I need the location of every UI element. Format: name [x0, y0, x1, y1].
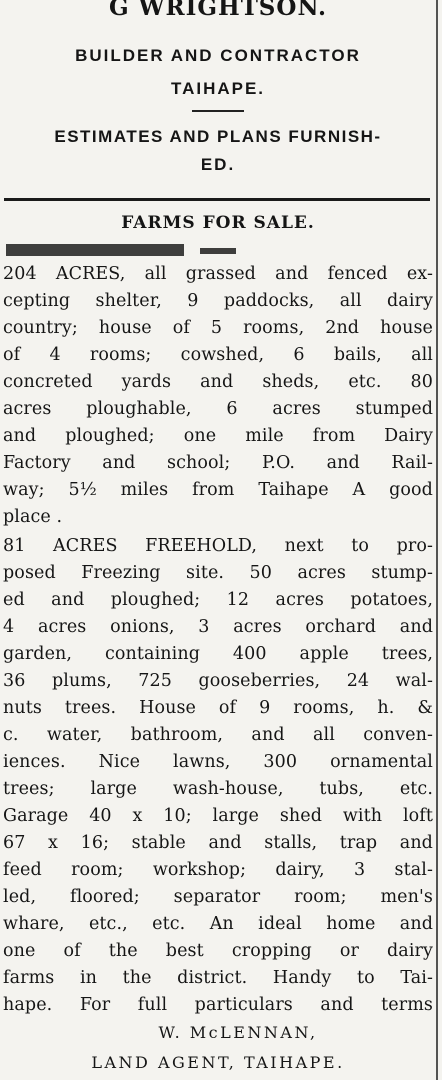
print-smudge	[200, 248, 236, 254]
listing-2-line: c. water, bathroom, and all conven-	[3, 725, 433, 745]
listing-1-line: cepting shelter, 9 paddocks, all dairy	[3, 291, 433, 311]
listing-1-line: Factory and school; P.O. and Rail-	[3, 453, 433, 473]
listing-1-line: acres ploughable, 6 acres stumped	[3, 399, 433, 419]
listing-2-line: one of the best cropping or dairy	[3, 941, 433, 961]
listing-2-line: hape. For full particulars and terms	[3, 995, 433, 1015]
advertiser-trade: BUILDER AND CONTRACTOR	[75, 46, 361, 65]
listing-1-line: of 4 rooms; cowshed, 6 bails, all	[3, 345, 433, 365]
listing-2-line: nuts trees. House of 9 rooms, h. &	[3, 698, 433, 718]
listing-2-line: ed and ploughed; 12 acres potatoes,	[3, 590, 433, 610]
listing-2-line: feed room; workshop; dairy, 3 stal-	[3, 860, 433, 880]
listing-1-line: concreted yards and sheds, etc. 80	[3, 372, 433, 392]
agent-title: LAND AGENT, TAIHAPE.	[91, 1053, 345, 1072]
listing-1-line: way; 5½ miles from Taihape A good	[3, 480, 433, 500]
listing-2-line: farms in the district. Handy to Tai-	[3, 968, 433, 988]
listing-2-line: 36 plums, 725 gooseberries, 24 wal-	[3, 671, 433, 691]
section-heading: FARMS FOR SALE.	[121, 213, 315, 233]
estimates-line-2: ED.	[200, 155, 236, 174]
advertiser-town: TAIHAPE.	[170, 79, 266, 98]
listing-2-line: led, floored; separator room; men's	[3, 887, 433, 907]
listing-2-line: 67 x 16; stable and stalls, trap and	[3, 833, 433, 853]
listing-2-line: 4 acres onions, 3 acres orchard and	[3, 617, 433, 637]
listing-2-line: garden, containing 400 apple trees,	[3, 644, 433, 664]
print-smudge	[6, 244, 184, 256]
listing-1-line: country; house of 5 rooms, 2nd house	[3, 318, 433, 338]
listing-2-line: Garage 40 x 10; large shed with loft	[3, 806, 433, 826]
advertiser-name: G WRIGHTSON.	[108, 0, 328, 21]
listing-1-line: and ploughed; one mile from Dairy	[3, 426, 433, 446]
listing-2-line: whare, etc., etc. An ideal home and	[3, 914, 433, 934]
listing-2-line: iences. Nice lawns, 300 ornamental	[3, 752, 433, 772]
header-divider	[192, 110, 244, 112]
column-edge-rule	[436, 0, 438, 1080]
listing-2-line: posed Freezing site. 50 acres stump-	[3, 563, 433, 583]
agent-name: W. McLENNAN,	[158, 1023, 318, 1042]
listing-1-line: place .	[3, 507, 63, 527]
listing-2-line: 81 ACRES FREEHOLD, next to pro-	[3, 536, 433, 556]
estimates-line-1: ESTIMATES AND PLANS FURNISH-	[54, 127, 382, 146]
listing-2-line: trees; large wash-house, tubs, etc.	[3, 779, 433, 799]
listing-1-line: 204 ACRES, all grassed and fenced ex-	[3, 264, 433, 284]
section-divider	[4, 198, 430, 201]
